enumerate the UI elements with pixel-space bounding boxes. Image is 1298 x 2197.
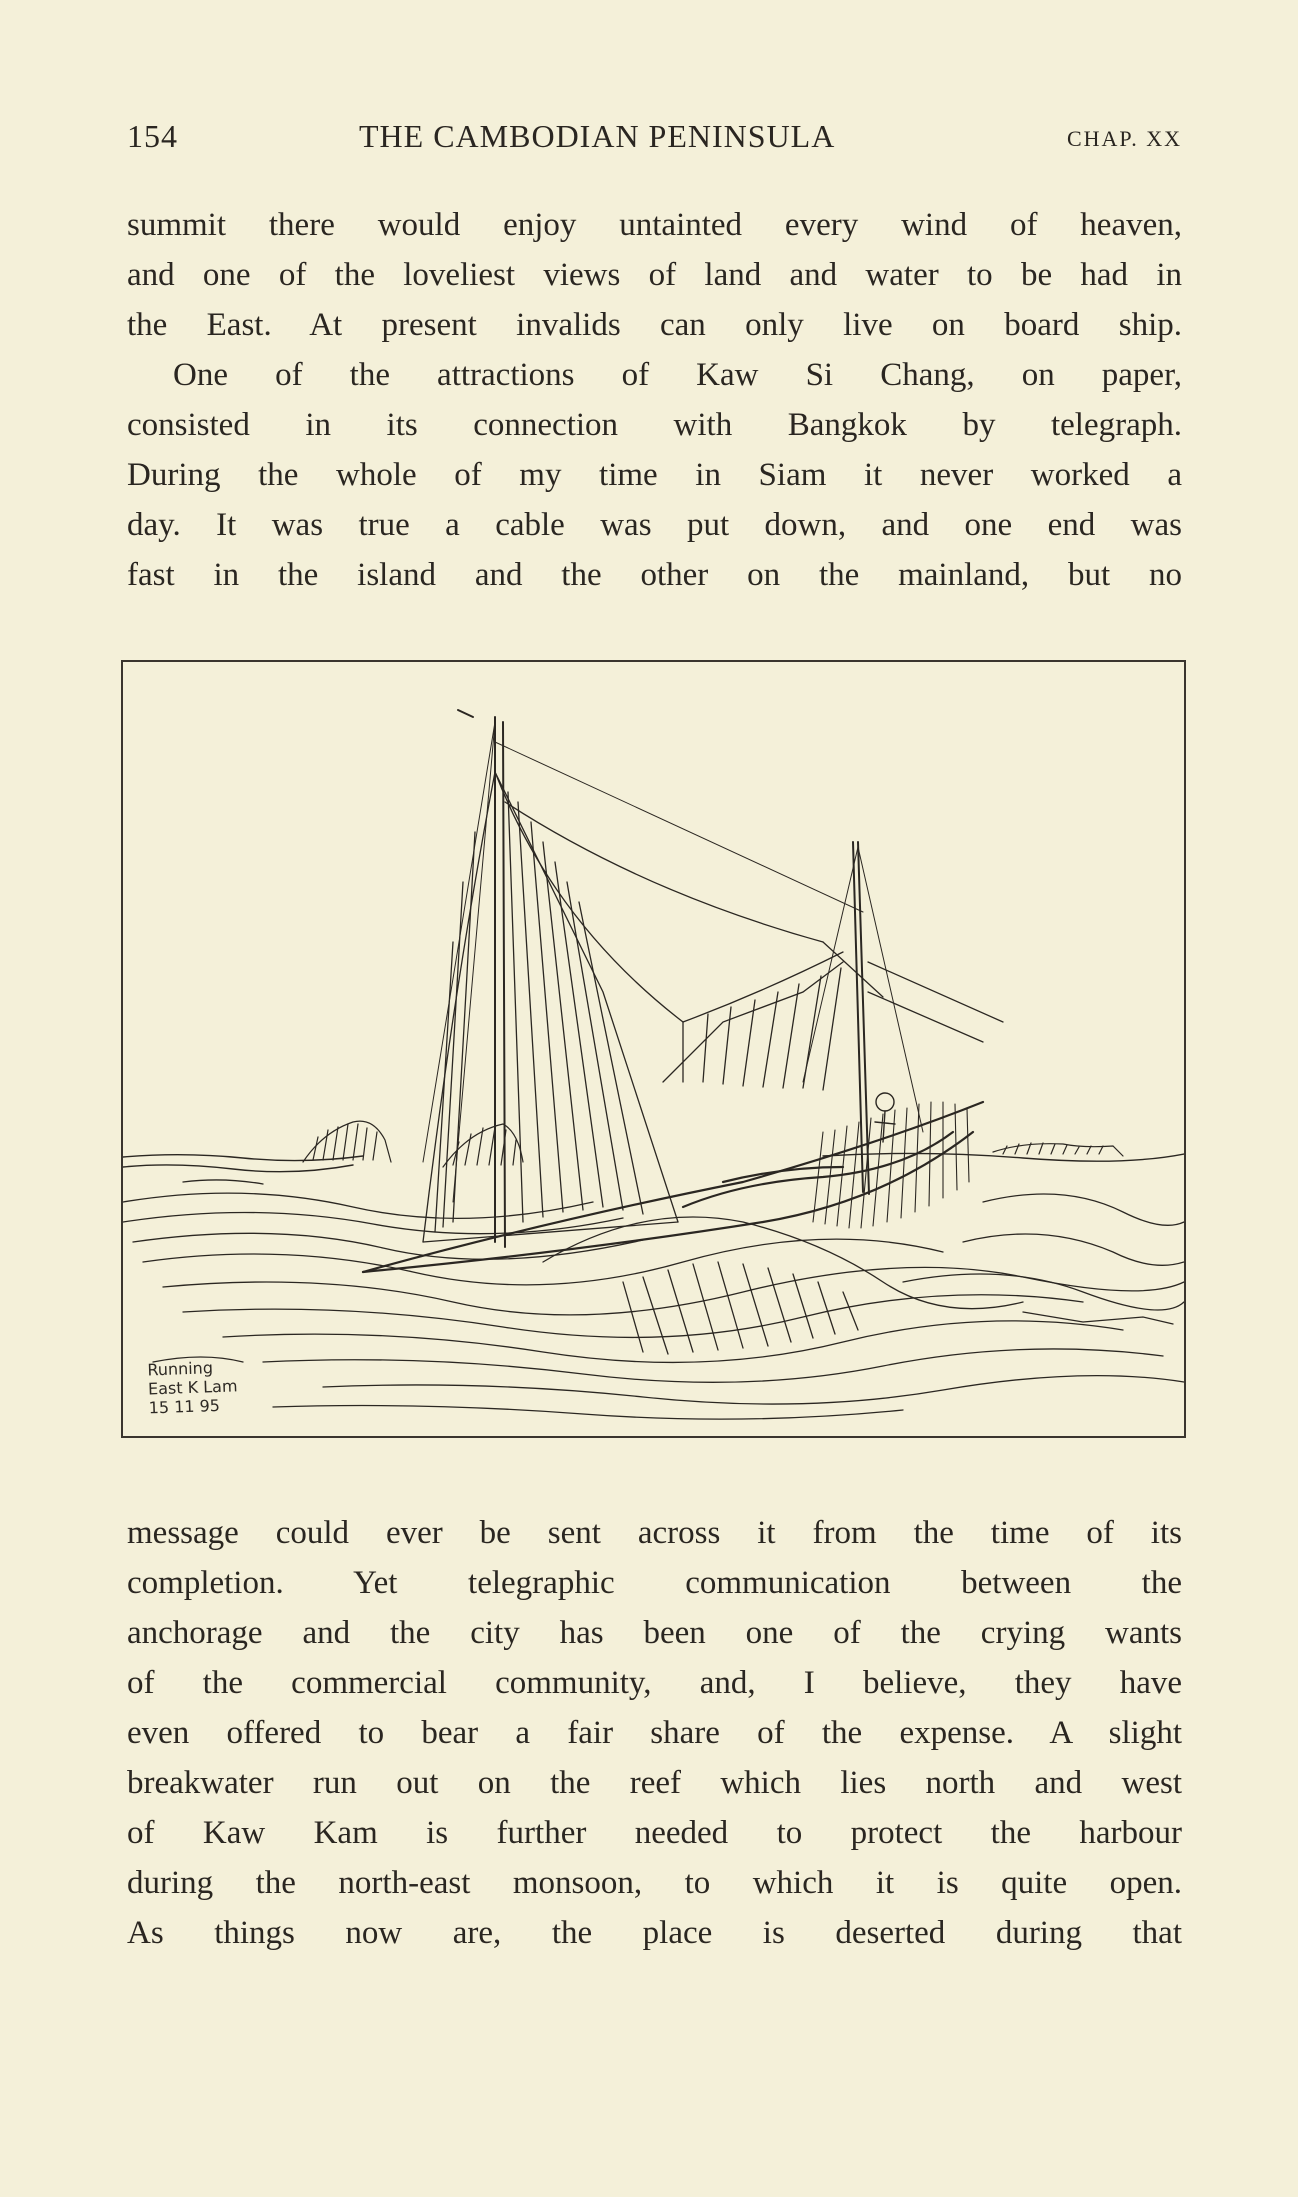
text-line: of Kaw Kam is further needed to protect the harbour	[127, 1815, 1182, 1851]
text-line: message could ever be sent across it from the time of its	[127, 1515, 1182, 1551]
text-line: completion. Yet telegraphic communication between the	[127, 1565, 1182, 1601]
page-number: 154	[127, 118, 178, 154]
signature-line: East K Lam	[147, 1376, 238, 1399]
artist-signature	[147, 1356, 289, 1418]
rigging	[423, 722, 923, 1202]
signature-line: Running	[147, 1358, 214, 1380]
text-line: anchorage and the city has been one of the crying wants	[127, 1615, 1182, 1651]
running-title: THE CAMBODIAN PENINSULA	[359, 118, 836, 154]
main-sail	[423, 772, 683, 1242]
hull-hatching	[813, 1102, 969, 1228]
text-line: consisted in its connection with Bangkok by telegraph.	[127, 407, 1182, 443]
sailboat-illustration	[121, 660, 1186, 1438]
text-line: summit there would enjoy untainted every wind of heaven,	[127, 207, 1182, 243]
text-line: the East. At present invalids can only live on board ship.	[127, 307, 1182, 343]
signature-line: 15 11 95	[148, 1395, 221, 1418]
text-line: and one of the loveliest views of land and water to be had in	[127, 257, 1182, 293]
running-head	[127, 118, 1182, 158]
text-line: of the commercial community, and, I believe, they have	[127, 1665, 1182, 1701]
text-line: One of the attractions of Kaw Si Chang, on paper,	[173, 357, 1182, 393]
text-line: even offered to bear a fair share of the expense. A slight	[127, 1715, 1182, 1751]
paragraph-block-top	[127, 200, 1182, 600]
paragraph-block-bottom	[127, 1508, 1182, 1958]
chapter-label: CHAP. XX	[1066, 126, 1182, 151]
masts	[458, 710, 869, 1247]
text-line: breakwater run out on the reef which lies north and west	[127, 1765, 1182, 1801]
text-line: fast in the island and the other on the mainland, but no	[127, 557, 1182, 593]
text-line: As things now are, the place is deserted during that	[127, 1915, 1182, 1951]
sea-horizon	[123, 1153, 1184, 1171]
text-line: During the whole of my time in Siam it never worked a	[127, 457, 1182, 493]
text-line: day. It was true a cable was put down, and one end was	[127, 507, 1182, 543]
sailboat-engraving	[123, 662, 1184, 1436]
text-line: during the north-east monsoon, to which it is quite open.	[127, 1865, 1182, 1901]
